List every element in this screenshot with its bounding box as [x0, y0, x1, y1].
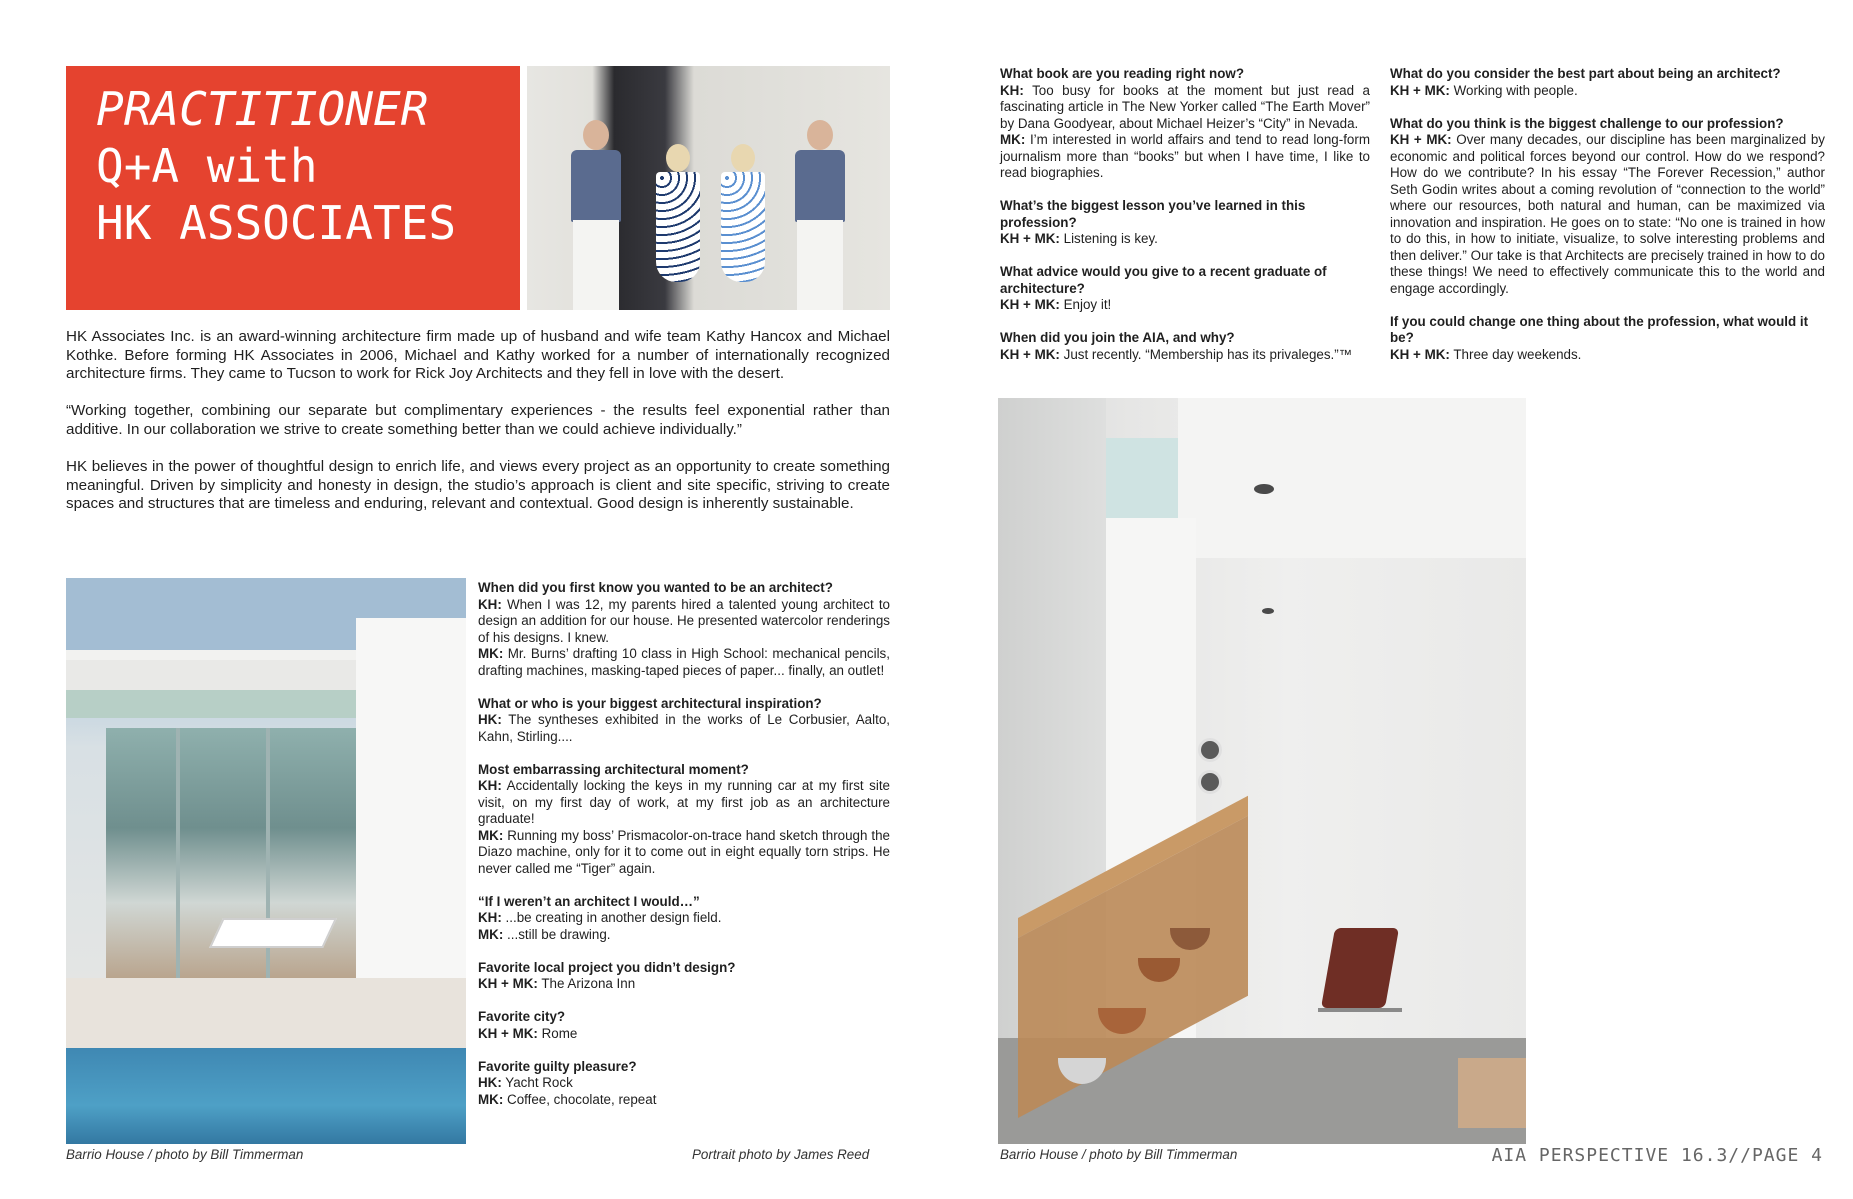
qa-answer-text: The syntheses exhibited in the works of Le Corbusier, Aalto, Kahn, Stirling.... [478, 712, 890, 744]
qa-item [478, 894, 890, 944]
qa-item [478, 762, 890, 878]
qa-answer [478, 910, 890, 927]
portrait-photo [527, 66, 890, 310]
qa-answer-speaker: KH: [1000, 82, 1024, 98]
qa-question: When did you join the AIA, and why? [1000, 330, 1235, 345]
qa-answer-text: Working with people. [1453, 82, 1578, 98]
qa-answer-speaker: KH + MK: [1390, 346, 1450, 362]
qa-answer-text: Coffee, chocolate, repeat [507, 1091, 657, 1107]
qa-answer [478, 778, 890, 828]
qa-answer-speaker: MK: [1000, 132, 1026, 147]
qa-answer-text: When I was 12, my parents hired a talented young architect to design an addition for our house. He presented watercolor renderings of his designs. I knew. [478, 596, 890, 645]
qa-question: Favorite local project you didn’t design? [478, 959, 736, 975]
qa-answer-speaker: KH + MK: [1390, 82, 1450, 98]
title-line-2: Q+A with [96, 139, 318, 193]
qa-item [478, 960, 890, 993]
qa-answer [1000, 297, 1370, 314]
qa-answer-text: Accidentally locking the keys in my running car at my first site visit, on my first day of work, at my first job as an architecture graduate! [478, 778, 890, 826]
qa-answer-speaker: MK: [478, 926, 504, 942]
qa-item [478, 580, 890, 679]
qa-answer [478, 927, 890, 944]
qa-answer-text: The Arizona Inn [541, 976, 636, 991]
qa-answer [1000, 83, 1370, 133]
page-footer: AIA PERSPECTIVE 16.3//PAGE 4 [1491, 1145, 1823, 1166]
qa-question: Most embarrassing architectural moment? [478, 761, 749, 777]
qa-answer-speaker: KH + MK: [478, 1025, 538, 1041]
qa-question: What book are you reading right now? [1000, 66, 1245, 81]
qa-answer-text: Too busy for books at the moment but just read a fascinating article in The New Yorker called “The Earth Mover” by Dana Goodyear, about Michael Heizer’s “City” in Nevada. [1000, 82, 1370, 131]
qa-answer [1390, 132, 1825, 297]
qa-column-3 [1390, 66, 1825, 380]
qa-question: Favorite guilty pleasure? [478, 1058, 637, 1074]
qa-answer-text: Rome [541, 1025, 578, 1041]
intro-text [66, 328, 890, 514]
barrio-house-pool-photo [66, 578, 466, 1144]
qa-answer [1000, 132, 1370, 182]
qa-item [1390, 66, 1825, 99]
qa-answer [478, 712, 890, 745]
qa-item [478, 696, 890, 746]
qa-answer-speaker: HK: [478, 712, 502, 727]
qa-answer-text: Listening is key. [1063, 231, 1158, 246]
title-block [66, 66, 520, 310]
qa-answer-speaker: MK: [478, 646, 504, 661]
qa-question: What do you consider the best part about being an architect? [1390, 66, 1781, 81]
qa-answer-speaker: KH + MK: [478, 976, 538, 991]
qa-answer-text: ...still be drawing. [507, 926, 611, 942]
qa-answer [1000, 347, 1370, 364]
qa-item [1000, 264, 1370, 314]
qa-answer-speaker: KH: [478, 910, 502, 925]
intro-paragraph-2: “Working together, combining our separate but complimentary experiences - the results feel exponential rather than additive. In our collaboration we strive to create something better than we could achieve individually.” [66, 402, 890, 438]
qa-answer-text: Running my boss’ Prismacolor-on-trace hand sketch through the Diazo machine, only for it to come out in eight equally torn strips. He never called me “Tiger” again. [478, 827, 890, 876]
qa-answer-speaker: KH + MK: [1000, 231, 1060, 246]
qa-answer-text: Mr. Burns’ drafting 10 class in High School: mechanical pencils, drafting machines, masking-taped pieces of paper... finally, an outlet! [478, 646, 890, 678]
qa-question: What or who is your biggest architectural inspiration? [478, 695, 822, 711]
qa-column-2 [1000, 66, 1370, 380]
interior-photo-caption: Barrio House / photo by Bill Timmerman [1000, 1147, 1238, 1162]
qa-answer-text: Just recently. “Membership has its privaleges.”™ [1063, 346, 1353, 362]
qa-answer [1000, 231, 1370, 248]
qa-question: What do you think is the biggest challenge to our profession? [1390, 115, 1784, 131]
qa-answer-speaker: MK: [478, 827, 504, 843]
qa-answer-speaker: HK: [478, 1075, 502, 1090]
qa-item [478, 1059, 890, 1109]
qa-answer-text: Enjoy it! [1063, 297, 1112, 312]
qa-item [478, 1009, 890, 1042]
qa-answer [1390, 347, 1825, 364]
qa-item [1390, 314, 1825, 364]
qa-answer-text: ...be creating in another design field. [505, 910, 722, 925]
qa-question: If you could change one thing about the profession, what would it be? [1390, 313, 1809, 345]
qa-answer [478, 1092, 890, 1109]
intro-paragraph-1: HK Associates Inc. is an award-winning architecture firm made up of husband and wife team Kathy Hancox and Michael Kothke. Before forming HK Associates in 2006, Michael and Kathy worked for a number of internationally recognized architecture firms. They came to Tucson to work for Rick Joy Architects and they fell in love with the desert. [66, 328, 890, 383]
qa-item [1000, 198, 1370, 248]
qa-item [1000, 330, 1370, 363]
qa-answer-speaker: KH: [478, 778, 502, 793]
qa-answer-speaker: KH + MK: [1000, 346, 1060, 362]
pool-photo-caption: Barrio House / photo by Bill Timmerman [66, 1147, 304, 1162]
title-line-1: PRACTITIONER [96, 82, 429, 136]
qa-answer-speaker: KH + MK: [1000, 297, 1060, 312]
qa-answer-text: I’m interested in world affairs and tend to read long-form journalism more than “books” but when I have time, I like to read biographies. [1000, 132, 1370, 180]
qa-answer-text: Yacht Rock [505, 1075, 573, 1090]
qa-question: “If I weren’t an architect I would…” [478, 893, 700, 909]
qa-answer [478, 646, 890, 679]
qa-question: When did you first know you wanted to be an architect? [478, 580, 833, 595]
qa-answer [478, 1026, 890, 1043]
portrait-photo-caption: Portrait photo by James Reed [692, 1147, 870, 1162]
qa-answer [478, 597, 890, 647]
qa-answer-text: Over many decades, our discipline has been marginalized by economic and political forces beyond our control. How do we respond? How do we contribute? In his essay “The Forever Recession,” author Seth Godin writes about a coming revolution of “connection to the world” where our resources, both natural and human, can be maximized via innovation and inspiration. He goes on to state: “No one is trained in how to do this, in how to initiate, visualize, to solve interesting problems and then deliver.” Our take is that Architects are precisely trained in how to do these things! We need to effectively communicate this to the world and engage accordingly. [1390, 132, 1825, 296]
qa-answer [478, 976, 890, 993]
qa-answer [478, 828, 890, 878]
barrio-house-interior-photo [998, 398, 1526, 1144]
qa-question: What’s the biggest lesson you’ve learned in this profession? [1000, 198, 1306, 230]
qa-answer-speaker: KH: [478, 596, 502, 612]
qa-question: Favorite city? [478, 1009, 566, 1024]
qa-column-1 [478, 580, 890, 1125]
qa-answer [1390, 83, 1825, 100]
title-line-3: HK ASSOCIATES [96, 196, 457, 250]
qa-question: What advice would you give to a recent graduate of architecture? [1000, 264, 1327, 296]
qa-item [1000, 66, 1370, 182]
qa-answer-speaker: MK: [478, 1091, 504, 1107]
qa-answer [478, 1075, 890, 1092]
qa-item [1390, 116, 1825, 298]
qa-answer-text: Three day weekends. [1453, 346, 1582, 362]
qa-answer-speaker: KH + MK: [1390, 132, 1452, 147]
intro-paragraph-3: HK believes in the power of thoughtful design to enrich life, and views every project as an opportunity to create something meaningful. Driven by simplicity and honesty in design, the studio’s approach is client and site specific, striving to create spaces and structures that are timeless and enduring, relevant and contextual. Good design is inherently sustainable. [66, 458, 890, 513]
